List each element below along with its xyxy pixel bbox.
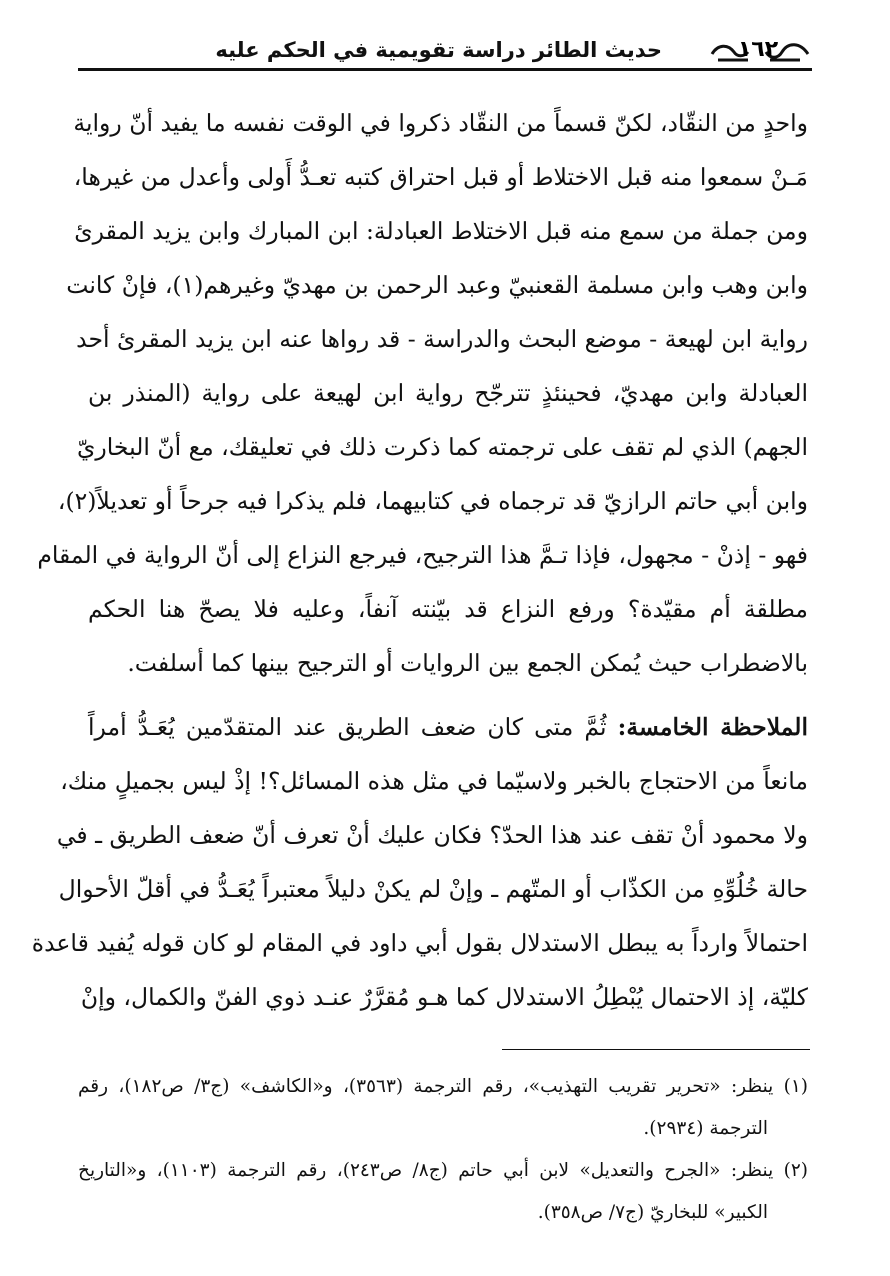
page-number-ornament — [708, 32, 812, 66]
text-line: وابن وهب وابن مسلمة القعنبيّ وعبد الرحمن بن مهديّ وغيرهم(١)، فإنْ كانت — [66, 271, 808, 299]
main-text — [31, 96, 808, 1024]
ornament-icon — [708, 32, 812, 66]
header-title: حديث الطائر دراسة تقويمية في الحكم عليه — [215, 38, 662, 62]
footnote-1 — [78, 1066, 808, 1150]
text-line: احتمالاً وارداً به يبطل الاستدلال بقول أبي داود في المقام لو كان قوله يُفيد قاعدة — [31, 929, 808, 957]
text-line — [88, 700, 808, 754]
footnote-line: (١) ينظر: «تحرير تقريب التهذيب»، رقم الترجمة (٣٥٦٣)، و«الكاشف» (ج٣/ ص١٨٢)، رقم — [78, 1076, 808, 1097]
text-line: وابن أبي حاتم الرازيّ قد ترجماه في كتابيهما، فلم يذكرا فيه جرحاً أو تعديلاً(٢)، — [57, 487, 808, 515]
paragraph-2 — [31, 700, 808, 1024]
text-line: مانعاً من الاحتجاج بالخبر ولاسيّما في مثل هذه المسائل؟! إذْ ليس بجميلٍ منك، — [60, 767, 808, 795]
text-line: الجهم) الذي لم تقف على ترجمته كما ذكرت ذلك في تعليقك، مع أنّ البخاريّ — [77, 433, 808, 461]
text-line: العبادلة وابن مهديّ، فحينئذٍ تترجّح رواية ابن لهيعة على رواية (المنذر بن — [88, 379, 808, 407]
paragraph-1 — [37, 96, 808, 690]
text-line: ولا محمود أنْ تقف عند هذا الحدّ؟ فكان عليك أنْ تعرف أنّ ضعف الطريق ـ في — [56, 821, 808, 849]
footnote-line: الكبير» للبخاريّ (ج٧/ ص٣٥٨). — [537, 1202, 768, 1223]
text-line: رواية ابن لهيعة - موضع البحث والدراسة - قد رواها عنه ابن يزيد المقرئ أحد — [76, 325, 808, 353]
text-line-rest: ثُمَّ متى كان ضعف الطريق عند المتقدّمين يُعَـدُّ أمراً — [88, 713, 618, 741]
text-line: مطلقة أم مقيّدة؟ ورفع النزاع قد بيّنته آنفاً، وعليه فلا يصحّ هنا الحكم — [88, 595, 808, 623]
text-line: بالاضطراب حيث يُمكن الجمع بين الروايات أو الترجيح بينها كما أسلفت. — [127, 649, 808, 677]
running-header — [78, 30, 812, 72]
text-line: ومن جملة من سمع منه قبل الاختلاط العبادلة: ابن المبارك وابن يزيد المقرئ — [74, 217, 808, 245]
footnote-separator — [502, 1049, 810, 1050]
footnote-2 — [78, 1150, 808, 1234]
footnote-line: الترجمة (٢٩٣٤). — [643, 1118, 768, 1139]
text-line: واحدٍ من النقّاد، لكنّ قسماً من النقّاد ذكروا في الوقت نفسه ما يفيد أنّ رواية — [73, 109, 808, 137]
text-line: مَـنْ سمعوا منه قبل الاختلاط أو قبل احتراق كتبه تعـدُّ أَولى وأعدل من غيرها، — [73, 163, 808, 191]
text-line: فهو - إذنْ - مجهول، فإذا تـمَّ هذا الترجيح، فيرجع النزاع إلى أنّ الرواية في المقام — [37, 541, 808, 569]
footnotes — [78, 1066, 808, 1234]
text-line: كليّة، إذ الاحتمال يُبْطِلُ الاستدلال كما هـو مُقرَّرٌ عنـد ذوي الفنّ والكمال، وإنْ — [80, 983, 808, 1011]
header-rule — [78, 68, 812, 71]
text-line: حالة خُلُوِّهِ من الكذّاب أو المتّهم ـ وإنْ لم يكنْ دليلاً معتبراً يُعَـدُّ في أقلّ الأحوال — [58, 875, 808, 903]
page-number: ١٦٢ — [737, 37, 779, 62]
footnote-line: (٢) ينظر: «الجرح والتعديل» لابن أبي حاتم (ج٨/ ص٢٤٣)، رقم الترجمة (١١٠٣)، و«التاريخ — [78, 1160, 808, 1181]
note-heading: الملاحظة الخامسة: — [617, 713, 808, 741]
